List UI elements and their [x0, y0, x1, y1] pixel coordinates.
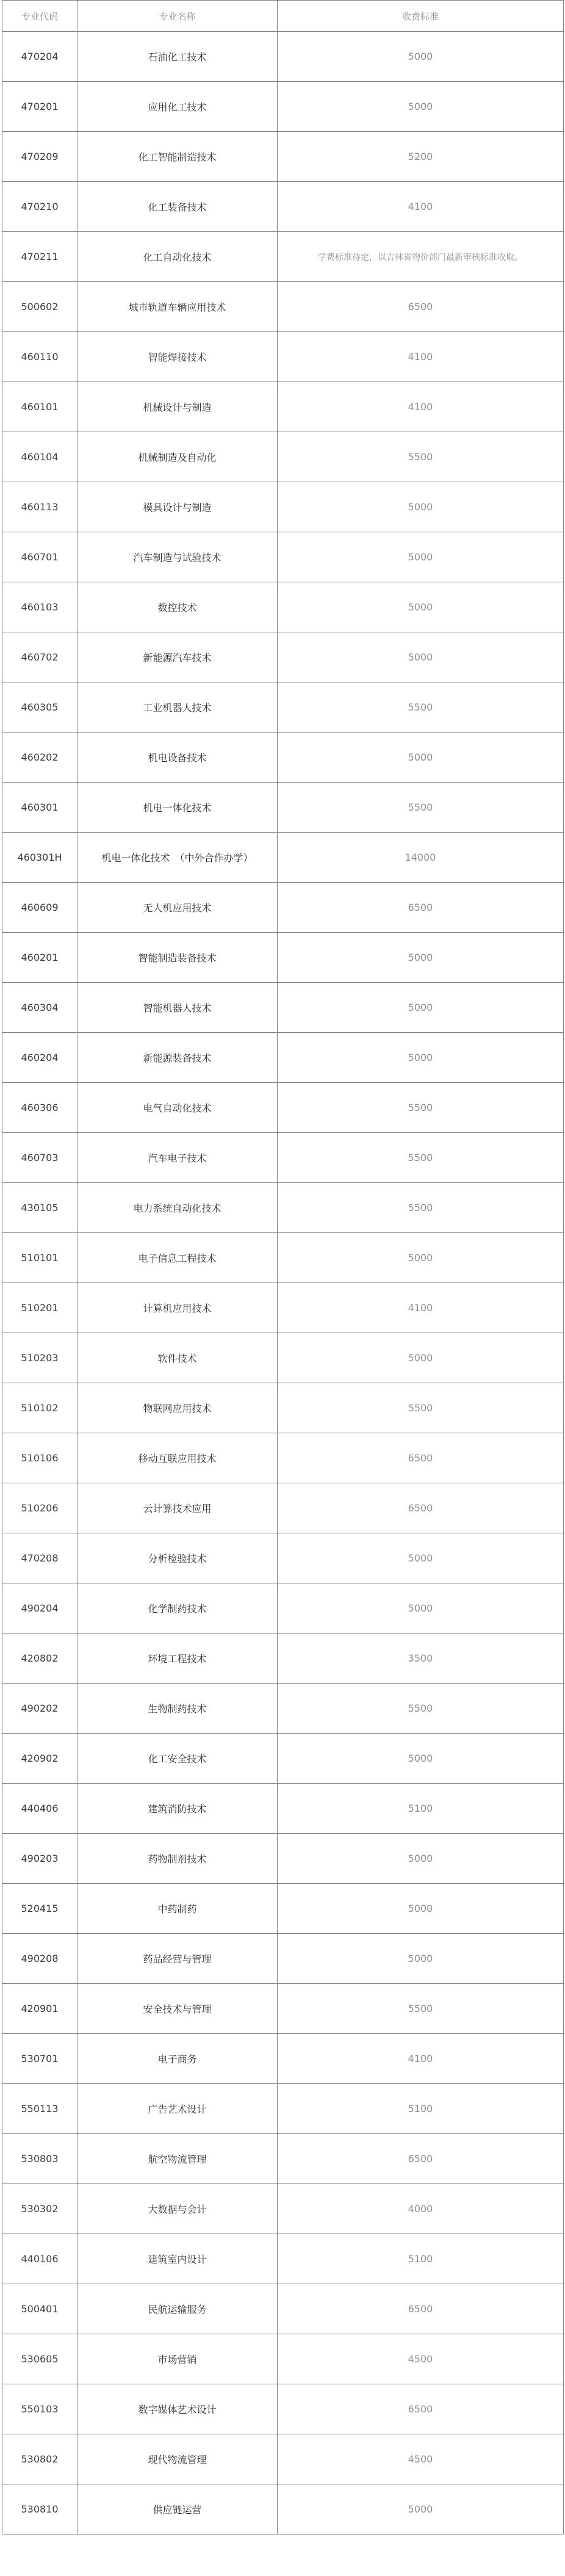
major-name-cell: 云计算技术应用 — [77, 1483, 278, 1533]
fee-standard-cell: 5000 — [278, 1934, 564, 1984]
table-row — [2, 783, 564, 833]
major-code-cell: 470201 — [2, 82, 77, 132]
fee-standard-cell: 3500 — [278, 1634, 564, 1684]
table-row — [2, 1984, 564, 2034]
table-row — [2, 182, 564, 232]
table-row — [2, 1133, 564, 1183]
major-code-cell: 470204 — [2, 32, 77, 82]
major-name-cell: 供应链运营 — [77, 2484, 278, 2534]
table-row — [2, 432, 564, 482]
major-code-cell: 460104 — [2, 432, 77, 482]
major-code-cell: 530302 — [2, 2184, 77, 2234]
fee-standard-table — [2, 0, 564, 2534]
table-row — [2, 2334, 564, 2384]
major-code-cell: 460101 — [2, 382, 77, 432]
fee-standard-cell: 5000 — [278, 632, 564, 682]
table-row — [2, 282, 564, 332]
fee-standard-cell: 5500 — [278, 783, 564, 833]
major-name-cell: 汽车制造与试验技术 — [77, 532, 278, 582]
fee-standard-cell: 5100 — [278, 2234, 564, 2284]
major-code-cell: 460304 — [2, 983, 77, 1033]
table-row — [2, 1183, 564, 1233]
major-code-cell: 460201 — [2, 933, 77, 983]
header-major-name: 专业名称 — [77, 1, 278, 32]
major-name-cell: 化工自动化技术 — [77, 232, 278, 282]
fee-standard-cell: 5000 — [278, 1533, 564, 1583]
major-code-cell: 460110 — [2, 332, 77, 382]
major-name-cell: 智能制造装备技术 — [77, 933, 278, 983]
major-name-cell: 安全技术与管理 — [77, 1984, 278, 2034]
major-code-cell: 460202 — [2, 733, 77, 783]
table-row — [2, 2484, 564, 2534]
major-code-cell: 510203 — [2, 1333, 77, 1383]
header-fee-standard: 收费标准 — [278, 1, 564, 32]
major-code-cell: 420902 — [2, 1734, 77, 1784]
table-row — [2, 2184, 564, 2234]
table-row — [2, 1734, 564, 1784]
table-row — [2, 2134, 564, 2184]
major-code-cell: 430105 — [2, 1183, 77, 1233]
major-name-cell: 物联网应用技术 — [77, 1383, 278, 1433]
major-name-cell: 应用化工技术 — [77, 82, 278, 132]
table-row — [2, 32, 564, 82]
major-code-cell: 530802 — [2, 2434, 77, 2484]
fee-standard-cell: 5000 — [278, 482, 564, 532]
fee-standard-cell: 5000 — [278, 1233, 564, 1283]
major-name-cell: 现代物流管理 — [77, 2434, 278, 2484]
table-row — [2, 1433, 564, 1483]
fee-standard-cell: 6500 — [278, 2284, 564, 2334]
table-row — [2, 1333, 564, 1383]
table-row — [2, 1533, 564, 1583]
major-name-cell: 化学制药技术 — [77, 1583, 278, 1634]
major-code-cell: 460306 — [2, 1083, 77, 1133]
fee-standard-cell: 6500 — [278, 2134, 564, 2184]
table-row — [2, 382, 564, 432]
major-name-cell: 广告艺术设计 — [77, 2084, 278, 2134]
major-name-cell: 无人机应用技术 — [77, 883, 278, 933]
major-code-cell: 530803 — [2, 2134, 77, 2184]
fee-standard-cell: 6500 — [278, 883, 564, 933]
major-code-cell: 490204 — [2, 1583, 77, 1634]
fee-standard-cell: 4500 — [278, 2334, 564, 2384]
header-row — [2, 1, 564, 32]
fee-standard-cell: 5000 — [278, 1583, 564, 1634]
fee-standard-cell: 5000 — [278, 532, 564, 582]
major-name-cell: 市场营销 — [77, 2334, 278, 2384]
table-row — [2, 2434, 564, 2484]
fee-standard-cell: 5000 — [278, 2484, 564, 2534]
major-code-cell: 510106 — [2, 1433, 77, 1483]
table-row — [2, 2384, 564, 2434]
fee-standard-cell: 4500 — [278, 2434, 564, 2484]
major-name-cell: 城市轨道车辆应用技术 — [77, 282, 278, 332]
major-name-cell: 分析检验技术 — [77, 1533, 278, 1583]
fee-standard-cell: 5000 — [278, 1834, 564, 1884]
major-name-cell: 药品经营与管理 — [77, 1934, 278, 1984]
major-name-cell: 电力系统自动化技术 — [77, 1183, 278, 1233]
fee-standard-cell: 4100 — [278, 332, 564, 382]
major-code-cell: 500602 — [2, 282, 77, 332]
table-row — [2, 232, 564, 282]
table-header — [2, 1, 564, 32]
major-name-cell: 电子信息工程技术 — [77, 1233, 278, 1283]
header-major-code: 专业代码 — [2, 1, 77, 32]
table-row — [2, 2084, 564, 2134]
fee-standard-cell: 5000 — [278, 582, 564, 632]
fee-standard-cell: 5000 — [278, 1884, 564, 1934]
fee-standard-cell: 5000 — [278, 933, 564, 983]
table-row — [2, 632, 564, 682]
major-code-cell: 550113 — [2, 2084, 77, 2134]
fee-standard-cell: 5500 — [278, 1383, 564, 1433]
table-row — [2, 1383, 564, 1433]
major-code-cell: 470209 — [2, 132, 77, 182]
major-code-cell: 530605 — [2, 2334, 77, 2384]
fee-standard-cell: 5500 — [278, 1083, 564, 1133]
fee-standard-cell: 5200 — [278, 132, 564, 182]
fee-standard-cell: 5000 — [278, 1033, 564, 1083]
fee-standard-cell: 5000 — [278, 983, 564, 1033]
table-row — [2, 1834, 564, 1884]
fee-standard-cell: 5000 — [278, 1734, 564, 1784]
table-row — [2, 482, 564, 532]
major-code-cell: 460301 — [2, 783, 77, 833]
major-name-cell: 新能源汽车技术 — [77, 632, 278, 682]
fee-standard-cell: 4000 — [278, 2184, 564, 2234]
table-row — [2, 682, 564, 733]
major-name-cell: 数控技术 — [77, 582, 278, 632]
fee-standard-cell: 5000 — [278, 32, 564, 82]
major-code-cell: 530701 — [2, 2034, 77, 2084]
major-code-cell: 460305 — [2, 682, 77, 733]
fee-standard-cell: 5000 — [278, 1333, 564, 1383]
major-name-cell: 电子商务 — [77, 2034, 278, 2084]
major-name-cell: 智能机器人技术 — [77, 983, 278, 1033]
fee-standard-cell: 5500 — [278, 1183, 564, 1233]
major-name-cell: 数字媒体艺术设计 — [77, 2384, 278, 2434]
major-name-cell: 生物制药技术 — [77, 1684, 278, 1734]
major-name-cell: 药物制剂技术 — [77, 1834, 278, 1884]
major-code-cell: 510102 — [2, 1383, 77, 1433]
table-row — [2, 983, 564, 1033]
fee-standard-cell: 6500 — [278, 282, 564, 332]
fee-standard-cell: 6500 — [278, 1483, 564, 1533]
table-row — [2, 883, 564, 933]
major-name-cell: 新能源装备技术 — [77, 1033, 278, 1083]
fee-standard-cell: 5100 — [278, 1784, 564, 1834]
fee-standard-cell: 学费标准待定，以吉林省物价部门最新审核标准收取。 — [278, 232, 564, 282]
table-row — [2, 1033, 564, 1083]
fee-standard-cell: 5500 — [278, 1684, 564, 1734]
table-row — [2, 1684, 564, 1734]
major-code-cell: 460301H — [2, 833, 77, 883]
major-code-cell: 470208 — [2, 1533, 77, 1583]
fee-standard-cell: 5500 — [278, 682, 564, 733]
major-name-cell: 建筑消防技术 — [77, 1784, 278, 1834]
table-row — [2, 1083, 564, 1133]
fee-standard-cell: 6500 — [278, 1433, 564, 1483]
major-name-cell: 化工安全技术 — [77, 1734, 278, 1784]
major-code-cell: 530810 — [2, 2484, 77, 2534]
major-name-cell: 软件技术 — [77, 1333, 278, 1383]
major-code-cell: 500401 — [2, 2284, 77, 2334]
table-row — [2, 532, 564, 582]
major-code-cell: 460113 — [2, 482, 77, 532]
table-row — [2, 2284, 564, 2334]
major-code-cell: 460703 — [2, 1133, 77, 1183]
fee-standard-cell: 4100 — [278, 1283, 564, 1333]
major-name-cell: 智能焊接技术 — [77, 332, 278, 382]
major-code-cell: 490203 — [2, 1834, 77, 1884]
major-code-cell: 470211 — [2, 232, 77, 282]
major-name-cell: 移动互联应用技术 — [77, 1433, 278, 1483]
fee-standard-cell: 5100 — [278, 2084, 564, 2134]
major-name-cell: 建筑室内设计 — [77, 2234, 278, 2284]
table-row — [2, 82, 564, 132]
fee-standard-cell: 5500 — [278, 1133, 564, 1183]
major-code-cell: 510201 — [2, 1283, 77, 1333]
table-row — [2, 1483, 564, 1533]
table-row — [2, 1583, 564, 1634]
major-name-cell: 机电一体化技术 （中外合作办学） — [77, 833, 278, 883]
major-code-cell: 550103 — [2, 2384, 77, 2434]
table-row — [2, 1784, 564, 1834]
major-name-cell: 中药制药 — [77, 1884, 278, 1934]
major-code-cell: 510101 — [2, 1233, 77, 1283]
table-row — [2, 733, 564, 783]
major-name-cell: 计算机应用技术 — [77, 1283, 278, 1333]
major-name-cell: 机电一体化技术 — [77, 783, 278, 833]
major-code-cell: 460609 — [2, 883, 77, 933]
major-name-cell: 石油化工技术 — [77, 32, 278, 82]
table-row — [2, 933, 564, 983]
major-name-cell: 机电设备技术 — [77, 733, 278, 783]
major-code-cell: 420802 — [2, 1634, 77, 1684]
major-name-cell: 模具设计与制造 — [77, 482, 278, 532]
major-name-cell: 机械设计与制造 — [77, 382, 278, 432]
table-row — [2, 1934, 564, 1984]
table-row — [2, 833, 564, 883]
fee-standard-cell: 5000 — [278, 82, 564, 132]
table-row — [2, 1283, 564, 1333]
major-name-cell: 化工智能制造技术 — [77, 132, 278, 182]
table-row — [2, 582, 564, 632]
major-name-cell: 环境工程技术 — [77, 1634, 278, 1684]
major-name-cell: 民航运输服务 — [77, 2284, 278, 2334]
major-code-cell: 460204 — [2, 1033, 77, 1083]
major-name-cell: 工业机器人技术 — [77, 682, 278, 733]
major-code-cell: 470210 — [2, 182, 77, 232]
major-name-cell: 电气自动化技术 — [77, 1083, 278, 1133]
major-name-cell: 机械制造及自动化 — [77, 432, 278, 482]
fee-standard-sheet — [2, 0, 563, 2534]
major-code-cell: 520415 — [2, 1884, 77, 1934]
fee-standard-cell: 5500 — [278, 432, 564, 482]
major-code-cell: 420901 — [2, 1984, 77, 2034]
major-code-cell: 510206 — [2, 1483, 77, 1533]
table-row — [2, 1634, 564, 1684]
table-row — [2, 332, 564, 382]
fee-standard-cell: 4100 — [278, 2034, 564, 2084]
fee-standard-cell: 5500 — [278, 1984, 564, 2034]
table-body — [2, 32, 564, 2534]
major-code-cell: 440106 — [2, 2234, 77, 2284]
major-name-cell: 汽车电子技术 — [77, 1133, 278, 1183]
fee-standard-cell: 4100 — [278, 182, 564, 232]
table-row — [2, 1884, 564, 1934]
major-code-cell: 490208 — [2, 1934, 77, 1984]
fee-standard-cell: 5000 — [278, 733, 564, 783]
major-code-cell: 460103 — [2, 582, 77, 632]
table-row — [2, 132, 564, 182]
major-code-cell: 490202 — [2, 1684, 77, 1734]
major-name-cell: 化工装备技术 — [77, 182, 278, 232]
fee-standard-cell: 4100 — [278, 382, 564, 432]
major-code-cell: 460702 — [2, 632, 77, 682]
major-code-cell: 460701 — [2, 532, 77, 582]
fee-standard-cell: 6500 — [278, 2384, 564, 2434]
major-name-cell: 航空物流管理 — [77, 2134, 278, 2184]
major-code-cell: 440406 — [2, 1784, 77, 1834]
table-row — [2, 2034, 564, 2084]
table-row — [2, 2234, 564, 2284]
fee-standard-cell: 14000 — [278, 833, 564, 883]
table-row — [2, 1233, 564, 1283]
major-name-cell: 大数据与会计 — [77, 2184, 278, 2234]
